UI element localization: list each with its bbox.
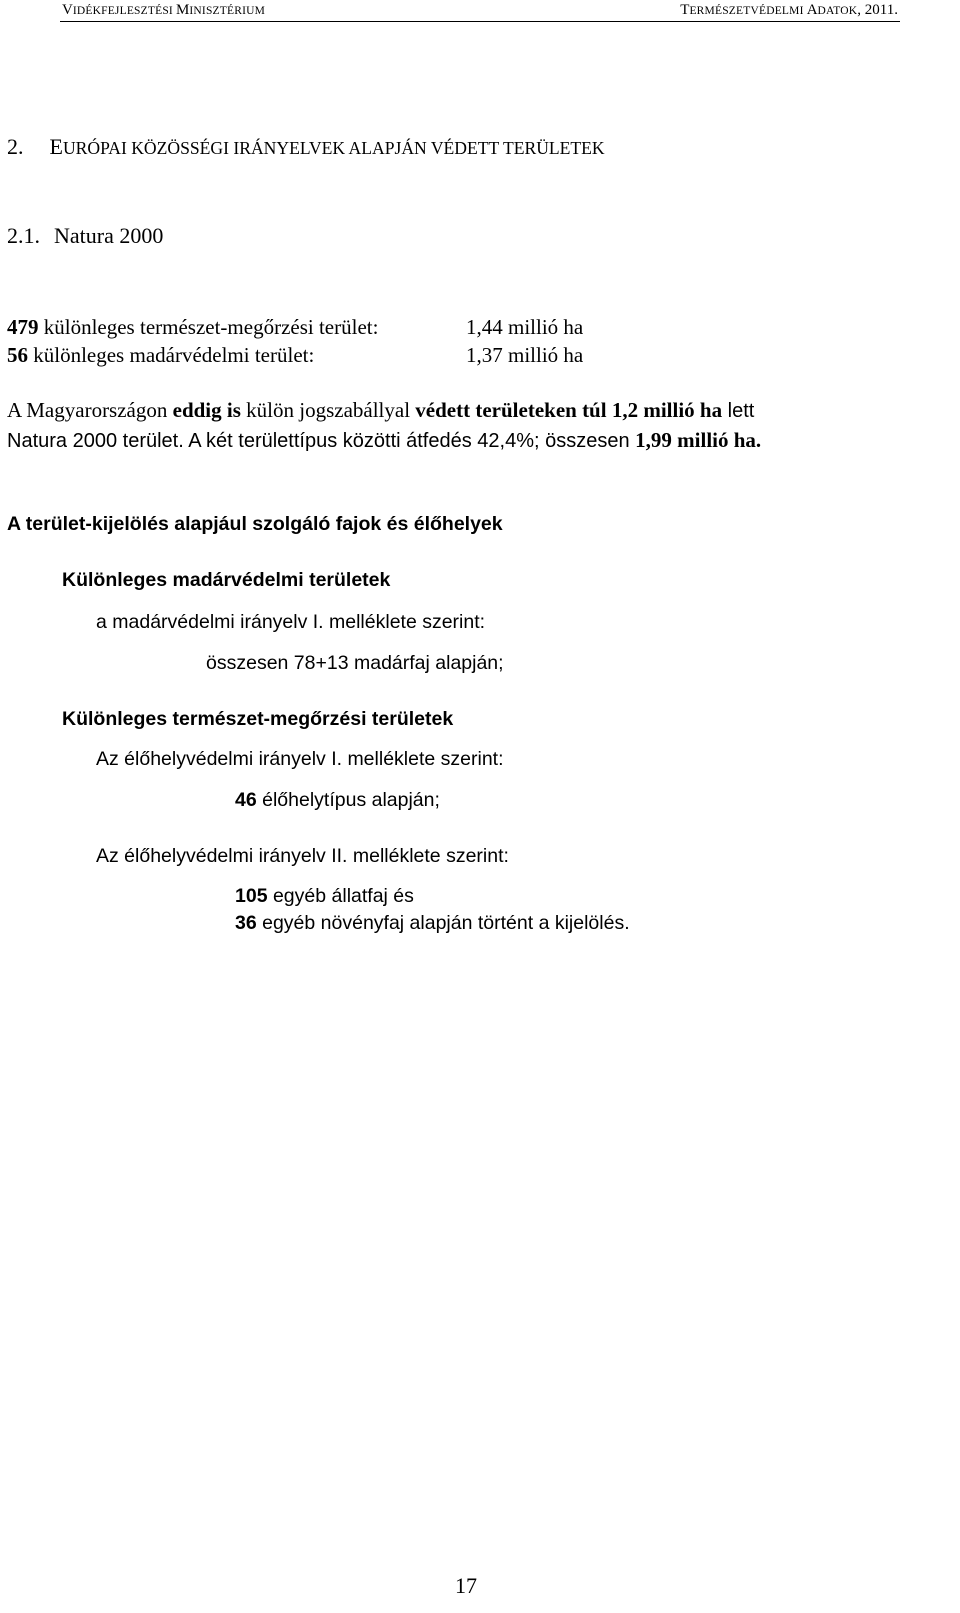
basis-heading: A terület-kijelölés alapjául szolgáló fajok és élőhelyek — [7, 513, 503, 535]
section-title-initial: E — [49, 134, 63, 159]
header-left-rest-1: IDÉKFEJLESZTÉSI — [72, 5, 177, 17]
plant-species-count: 36 — [235, 912, 257, 934]
habitat-detail-text: élőhelytípus alapján; — [256, 789, 440, 811]
stat-count: 479 — [7, 315, 39, 339]
animal-species-count: 105 — [235, 885, 268, 907]
section-number: 2. — [7, 134, 24, 159]
stat-row-sac — [7, 313, 378, 341]
subsection-heading — [7, 221, 163, 251]
header-year: , 2011. — [857, 2, 898, 18]
habitat-detail-1 — [235, 786, 440, 814]
header-rule — [60, 21, 900, 22]
stat-label: különleges természet-megőrzési terület: — [43, 315, 379, 339]
header-right-initial-2: A — [806, 2, 818, 18]
habitat-detail-text: egyéb állatfaj és — [267, 885, 414, 907]
paragraph-text: külön jogszabállyal — [240, 398, 416, 422]
paragraph-text: lett — [722, 400, 755, 422]
header-right-initial-1: T — [680, 2, 690, 18]
overlap-paragraph — [7, 396, 937, 456]
habitat-type-count: 46 — [235, 789, 257, 811]
paragraph-text: Natura 2000 terület. A két területtípus közötti átfedés 42,4%; összesen — [7, 430, 636, 452]
running-header-left — [62, 0, 265, 21]
paragraph-bold: 1,99 millió ha. — [635, 428, 762, 452]
habitat-detail-2a — [235, 882, 414, 910]
section-heading — [7, 132, 605, 163]
bird-heading: Különleges madárvédelmi területek — [62, 569, 391, 591]
running-header-right — [680, 0, 898, 21]
habitat-directive-1: Az élőhelyvédelmi irányelv I. melléklete szerint: — [96, 748, 504, 770]
stat-count: 56 — [7, 343, 28, 367]
bird-detail: összesen 78+13 madárfaj alapján; — [206, 652, 504, 674]
header-right-rest-1: ERMÉSZETVÉDELMI — [689, 5, 807, 17]
stat-label: különleges madárvédelmi terület: — [33, 343, 315, 367]
stat-value-sac: 1,44 millió ha — [466, 315, 584, 339]
subsection-number: 2.1. — [7, 223, 40, 248]
header-right-rest-2: DATOK — [817, 5, 858, 17]
header-left-initial-2: M — [176, 2, 190, 18]
habitat-detail-2b — [235, 909, 630, 937]
habitat-detail-text: egyéb növényfaj alapján történt a kijelölés. — [256, 912, 630, 934]
page-number: 17 — [455, 1573, 477, 1598]
stat-row-spa — [7, 341, 314, 369]
habitat-directive-2: Az élőhelyvédelmi irányelv II. melléklete szerint: — [96, 845, 509, 867]
subsection-title: Natura 2000 — [54, 223, 164, 248]
habitat-heading: Különleges természet-megőrzési területek — [62, 708, 454, 730]
stat-value-spa: 1,37 millió ha — [466, 343, 584, 367]
section-title-rest: URÓPAI KÖZÖSSÉGI IRÁNYELVEK ALAPJÁN VÉDETT TERÜLETEK — [62, 138, 605, 158]
bird-directive: a madárvédelmi irányelv I. melléklete szerint: — [96, 611, 486, 633]
paragraph-bold: eddig is — [172, 398, 241, 422]
paragraph-bold: védett területeken túl 1,2 millió ha — [415, 398, 723, 422]
header-left-rest-2: INISZTÉRIUM — [189, 5, 266, 17]
paragraph-text: A Magyarországon — [7, 398, 173, 422]
header-left-initial-1: V — [62, 2, 73, 18]
